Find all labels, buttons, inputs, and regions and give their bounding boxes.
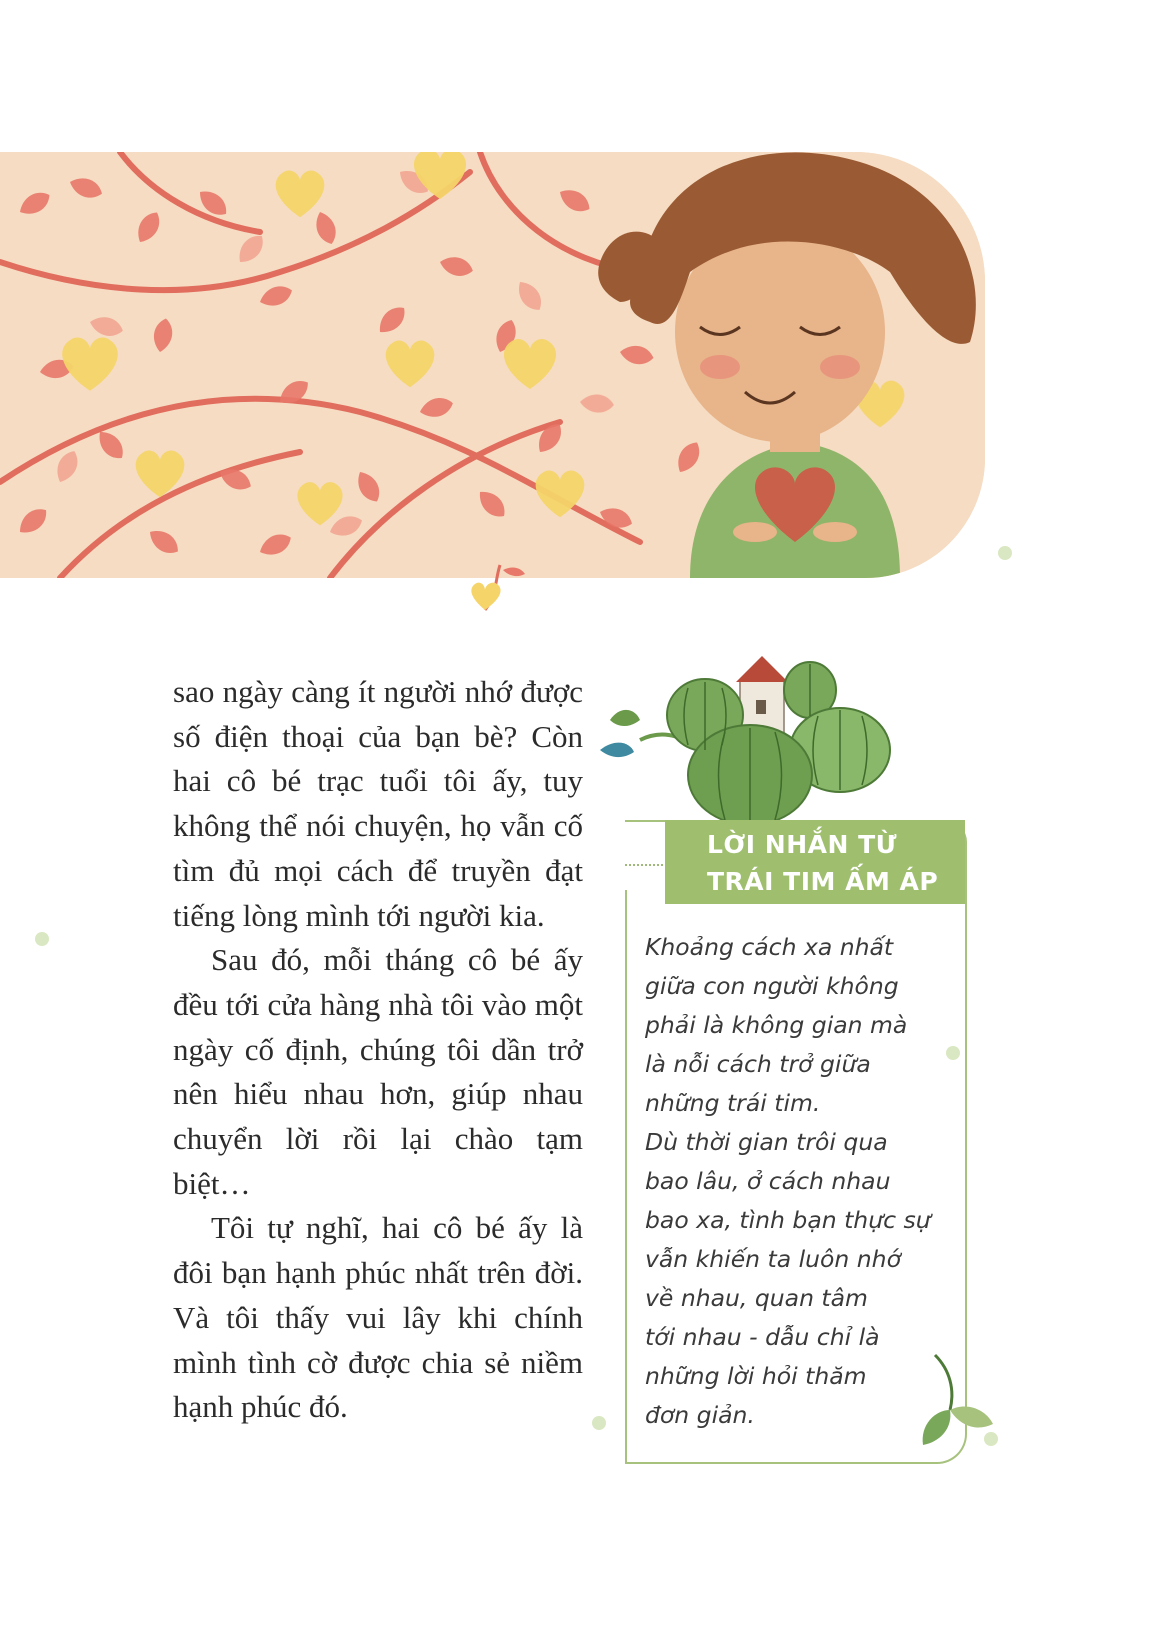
text-line: tôi dần trở nên hiểu nhau [173,1031,583,1112]
paragraph-1 [173,670,583,938]
paragraph-3 [173,1206,583,1430]
text-line: khi chính mình tình cờ được [173,1299,583,1380]
paragraph-2 [173,938,583,1206]
text-line: Tôi tự nghĩ, hai cô bé ấy [211,1210,548,1246]
dotted-line [625,864,663,866]
quote-line: giữa con người không [645,972,899,1000]
quote-line: bao lâu, ở cách nhau [645,1167,891,1195]
decorative-dot [592,1416,606,1430]
quote-line: bao xa, tình bạn thực sự [645,1206,931,1234]
text-line: là đôi bạn hạnh phúc nhất [173,1210,583,1291]
quote-line: Dù thời gian trôi qua [645,1128,888,1156]
text-line: bè? Còn hai cô bé trạc tuổi [173,718,584,799]
quote-line: những trái tim. [645,1089,821,1117]
quote-line: về nhau, quan tâm [645,1284,868,1312]
quote-line: tới nhau - dẫu chỉ là [645,1323,880,1351]
quote-line: phải là không gian mà [645,1011,908,1039]
message-box-left-border [625,890,627,1462]
title-line-2: TRÁI TIM ẤM ÁP [707,867,939,896]
quote-line: những lời hỏi thăm [645,1362,867,1390]
text-line: vào một ngày cố định, chúng [173,986,583,1067]
leaves-and-girl-illustration [0,152,985,578]
text-line: trên đời. Và tôi thấy vui lây [173,1255,584,1335]
text-line: chuyện, họ vẫn cố tìm đủ [173,808,583,888]
banner-illustration [0,152,985,578]
title-line-1: LỜI NHẮN TỪ [707,830,898,859]
text-line: Sau đó, mỗi tháng cô bé [211,942,541,978]
hanging-leaf-icon [455,560,545,620]
text-line: tôi ấy, tuy không thể nói [173,763,584,844]
quote-line: Khoảng cách xa nhất [645,933,894,961]
text-line: lòng mình tới người kia. [242,897,545,933]
text-line: được số điện thoại của bạn [173,674,584,754]
quote-line: vẫn khiến ta luôn nhớ [645,1245,901,1273]
text-line: hơn, giúp nhau chuyển lời rồi [173,1076,583,1157]
text-line: ấy đều tới cửa hàng nhà tôi [173,942,584,1022]
quote-line: là nỗi cách trở giữa [645,1050,871,1078]
main-text [173,670,583,1430]
message-box-title [665,820,965,904]
text-line: mọi cách để truyền đạt tiếng [173,852,583,933]
small-leaves-icon [905,1350,1015,1460]
text-line: chia sẻ niềm hạnh phúc đó. [173,1344,583,1425]
decorative-dot [35,932,49,946]
decorative-dot [998,546,1012,560]
text-line: lại chào tạm biệt… [173,1121,584,1201]
text-line: sao ngày càng ít người nhớ [173,674,513,709]
quote-line: đơn giản. [645,1401,755,1429]
cactus-house-illustration [600,650,900,830]
